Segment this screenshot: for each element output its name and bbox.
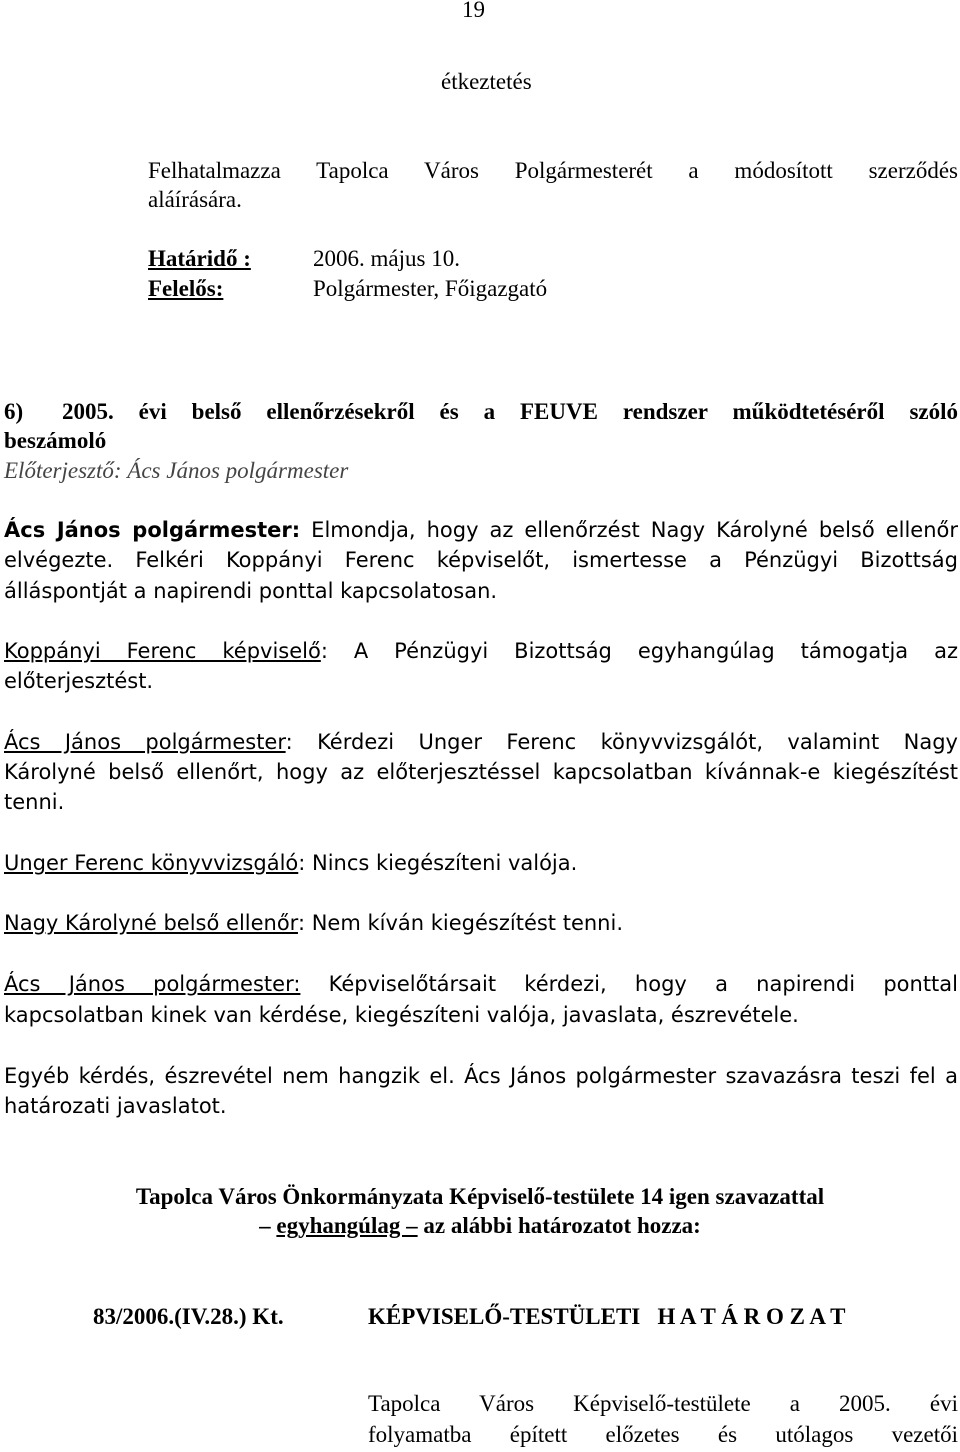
section-heading: étkeztetés (441, 69, 532, 94)
paragraph-7-line-2: határozati javaslatot. (4, 1094, 227, 1118)
speaker-mayor: Ács János polgármester: (4, 518, 301, 542)
page-number: 19 (462, 0, 485, 22)
speaker-unger: Unger Ferenc könyvvizsgáló (4, 851, 299, 875)
presenter-line: Előterjesztő: Ács János polgármester (4, 458, 349, 483)
agenda-item-title-line-2: beszámoló (4, 428, 107, 453)
vote-statement-line-2 (0, 1210, 960, 1241)
paragraph-3-text: : Kérdezi Unger Ferenc könyvvizsgálót, valamint Nagy (285, 730, 958, 754)
paragraph-4-text: : Nincs kiegészíteni valója. (298, 851, 578, 875)
paragraph-4 (4, 848, 577, 879)
responsible-value: Polgármester, Főigazgató (313, 276, 548, 301)
paragraph-2-text: : A Pénzügyi Bizottság egyhangúlag támogatja az (320, 639, 958, 663)
authorization-line-2: aláírására. (148, 187, 242, 212)
paragraph-1-line-1 (4, 515, 958, 546)
paragraph-7-line-1: Egyéb kérdés, észrevétel nem hangzik el. Ács János polgármester szavazásra teszi fel a (4, 1064, 958, 1088)
resolution-text-line-1: Tapolca Város Képviselő-testülete a 2005. évi (368, 1391, 958, 1416)
resolution-number: 83/2006.(IV.28.) Kt. (93, 1304, 284, 1329)
speaker-mayor: Ács János polgármester (4, 730, 286, 754)
agenda-item-title-line-1: 2005. évi belső ellenőrzésekről és a FEUVE rendszer működtetéséről szóló (62, 399, 958, 424)
speaker-mayor: Ács János polgármester: (4, 972, 301, 996)
paragraph-6-line-2: kapcsolatban kinek van kérdése, kiegészíteni valója, javaslata, észrevétele. (4, 1003, 799, 1027)
authorization-line-1: Felhatalmazza Tapolca Város Polgármesterét a módosított szerződés (148, 158, 958, 183)
vote-rest: az alábbi határozatot hozza: (417, 1213, 701, 1238)
resolution-text-line-2: folyamatba épített előzetes és utólagos vezetői (368, 1422, 958, 1447)
speaker-koppanyi: Koppányi Ferenc képviselő (4, 639, 321, 663)
paragraph-1-line-2: elvégezte. Felkéri Koppányi Ferenc képviselőt, ismertesse a Pénzügyi Bizottság (4, 548, 958, 572)
vote-unanimous: egyhangúlag – (276, 1213, 418, 1238)
speaker-nagy: Nagy Károlyné belső ellenőr (4, 911, 298, 935)
paragraph-6-text: Képviselőtársait kérdezi, hogy a napirendi ponttal (300, 972, 958, 996)
paragraph-1-line-3: álláspontját a napirendi ponttal kapcsolatosan. (4, 579, 498, 603)
paragraph-1-text: Elmondja, hogy az ellenőrzést Nagy Károlyné belső ellenőr (300, 518, 958, 542)
vote-statement-line-1: Tapolca Város Önkormányzata Képviselő-testülete 14 igen szavazattal (135, 1184, 825, 1209)
paragraph-2-line-1 (4, 636, 958, 667)
paragraph-3-line-3: tenni. (4, 790, 65, 814)
deadline-label: Határidő : (148, 246, 251, 271)
vote-dash: – (259, 1213, 271, 1238)
paragraph-5 (4, 908, 623, 939)
agenda-item-number: 6) (4, 399, 24, 424)
deadline-value: 2006. május 10. (313, 246, 460, 271)
paragraph-6-line-1 (4, 969, 958, 1000)
paragraph-5-text: : Nem kíván kiegészítést tenni. (297, 911, 623, 935)
paragraph-3-line-2: Károlyné belső ellenőrt, hogy az előterjesztéssel kapcsolatban kívánnak-e kiegészítést (4, 760, 958, 784)
resolution-title: KÉPVISELŐ-TESTÜLETI H A T Á R O Z A T (368, 1304, 846, 1329)
paragraph-3-line-1 (4, 727, 958, 758)
paragraph-2-line-2: előterjesztést. (4, 669, 154, 693)
responsible-label: Felelős: (148, 276, 224, 301)
